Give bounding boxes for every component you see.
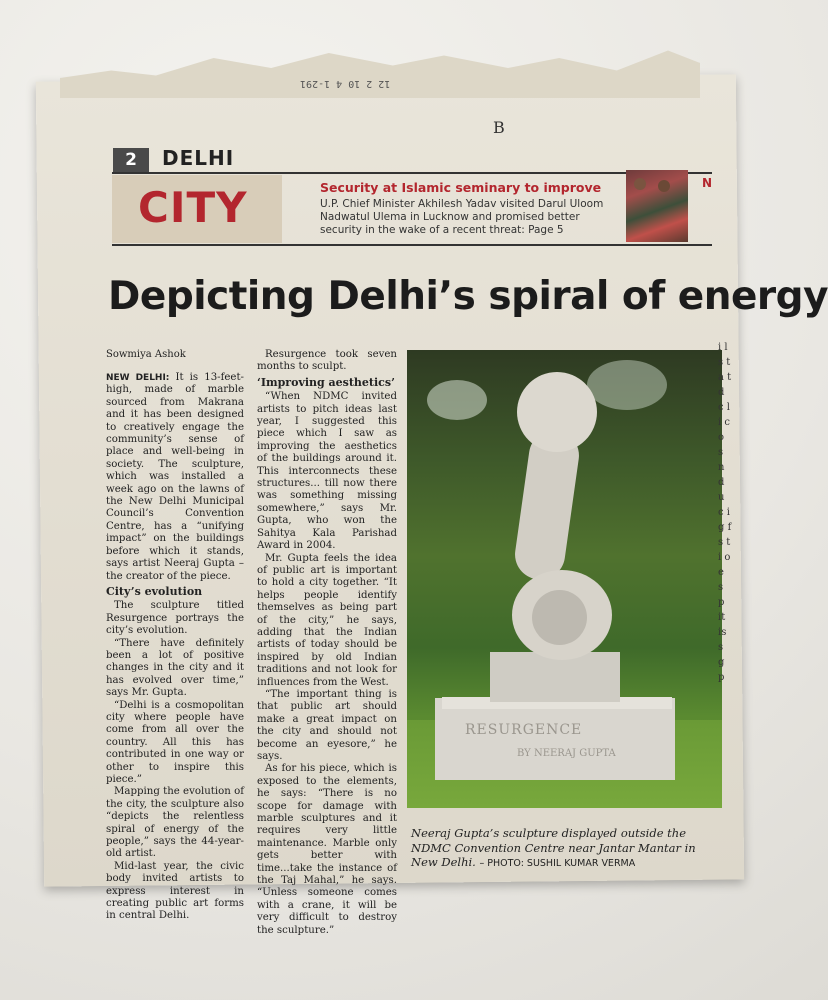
pen-mark: B bbox=[493, 118, 505, 137]
subhead-improving-aesthetics: ‘Improving aesthetics’ bbox=[257, 375, 395, 389]
col2-p4: “The important thing is that public art should make a great impact on the city and should not become an eyesore,” he says. bbox=[257, 688, 397, 762]
sculpture-spiral-core bbox=[532, 590, 587, 645]
sculpture-photo bbox=[407, 350, 722, 808]
section-name: DELHI bbox=[162, 146, 235, 170]
col1-p3: “There have definitely been a lot of positive changes in the city and it has evolved over time,” says Mr. Gupta. bbox=[106, 637, 244, 699]
col1-p6: Mid-last year, the civic body invited artists to express interest in creating public art forms in central Delhi. bbox=[106, 860, 244, 922]
subhead-city-evolution: City’s evolution bbox=[106, 584, 203, 598]
article-byline: Sowmiya Ashok bbox=[106, 349, 186, 360]
mirror-print: 12 2 10 4 1-291 bbox=[300, 78, 391, 89]
plaque-subtext: BY NEERAJ GUPTA bbox=[517, 748, 616, 759]
sky-patch bbox=[587, 360, 667, 410]
teaser-body: U.P. Chief Minister Akhilesh Yadav visited Darul Uloom Nadwatul Ulema in Lucknow and promised better security in the wake of a recent threat: Page 5 bbox=[320, 198, 604, 236]
col1-p4: “Delhi is a cosmopolitan city where people have come from all over the country. All this has contributed in one way or other to inspire this piece.” bbox=[106, 699, 244, 785]
photo-caption bbox=[411, 826, 711, 872]
article-column-2 bbox=[257, 349, 397, 937]
city-banner: CITY bbox=[138, 183, 248, 232]
sky-patch bbox=[427, 380, 487, 420]
teaser-edge-letter: N bbox=[702, 176, 713, 190]
sculpture-plinth bbox=[435, 698, 675, 780]
col2-p3: Mr. Gupta feels the idea of public art is important to hold a city together. “It helps people identify themselves as being part of the city,” he says, adding that the Indian artists of today should be inspired by old Indian traditions and not look for influences from the West. bbox=[257, 552, 397, 688]
col2-p5: As for his piece, which is exposed to the elements, he says: “There is no scope for damage with marble sculptures and it requires very little maintenance. Marble only gets better with time...take the instance of the Taj Mahal,” he says. “Unless someone comes with a crane, it will be very difficult to destroy the sculpture.” bbox=[257, 763, 397, 936]
article-headline: Depicting Delhi’s spiral of energy bbox=[108, 274, 828, 319]
page-number: 2 bbox=[113, 148, 149, 172]
teaser-photo bbox=[626, 170, 688, 242]
sculpture-top bbox=[517, 372, 597, 452]
plaque-text: RESURGENCE bbox=[465, 722, 583, 738]
teaser-headline: Security at Islamic seminary to improve bbox=[320, 180, 602, 195]
col2-p2: “When NDMC invited artists to pitch ideas last year, I suggested this piece which I saw as improving the aesthetics of the buildings around it. This interconnects these structures... till now there was something missing somewhere,” says Mr. Gupta, who won the Sahitya Kala Parishad Award in 2004. bbox=[257, 391, 397, 552]
torn-paper-edge bbox=[60, 48, 700, 98]
col2-p1: Resurgence took seven months to sculpt. bbox=[257, 349, 397, 373]
rule-top bbox=[112, 172, 712, 174]
photo-credit: – PHOTO: SUSHIL KUMAR VERMA bbox=[479, 858, 636, 869]
col1-p5: Mapping the evolution of the city, the sculpture also “depicts the relentless spiral of energy of the people,” says the 44-year-old artist. bbox=[106, 786, 244, 860]
article-column-1 bbox=[106, 372, 244, 923]
col1-p1: It is 13-feet-high, made of marble sourced from Makrana and it has been designed to creatively engage the community’s sense of place and well-being in society. The sculpture, which was installed a week ago on the lawns of the New Delhi Municipal Council’s Convention Centre, has a “unifying impact” on the buildings before which it stands, says artist Neeraj Gupta – the creator of the piece. bbox=[106, 372, 244, 582]
caption-text: Neeraj Gupta’s sculpture displayed outside the NDMC Convention Centre near Jantar Mantar in New Delhi. bbox=[411, 826, 696, 869]
col1-p2: The sculpture titled Resurgence portrays the city’s evolution. bbox=[106, 600, 244, 637]
dateline: NEW DELHI: bbox=[106, 373, 170, 383]
adjacent-column-fragment: i l s t a t d c l i c o s n d u c i g f s t i o e s p it is s g p bbox=[718, 342, 732, 683]
rule-bottom bbox=[112, 244, 712, 246]
